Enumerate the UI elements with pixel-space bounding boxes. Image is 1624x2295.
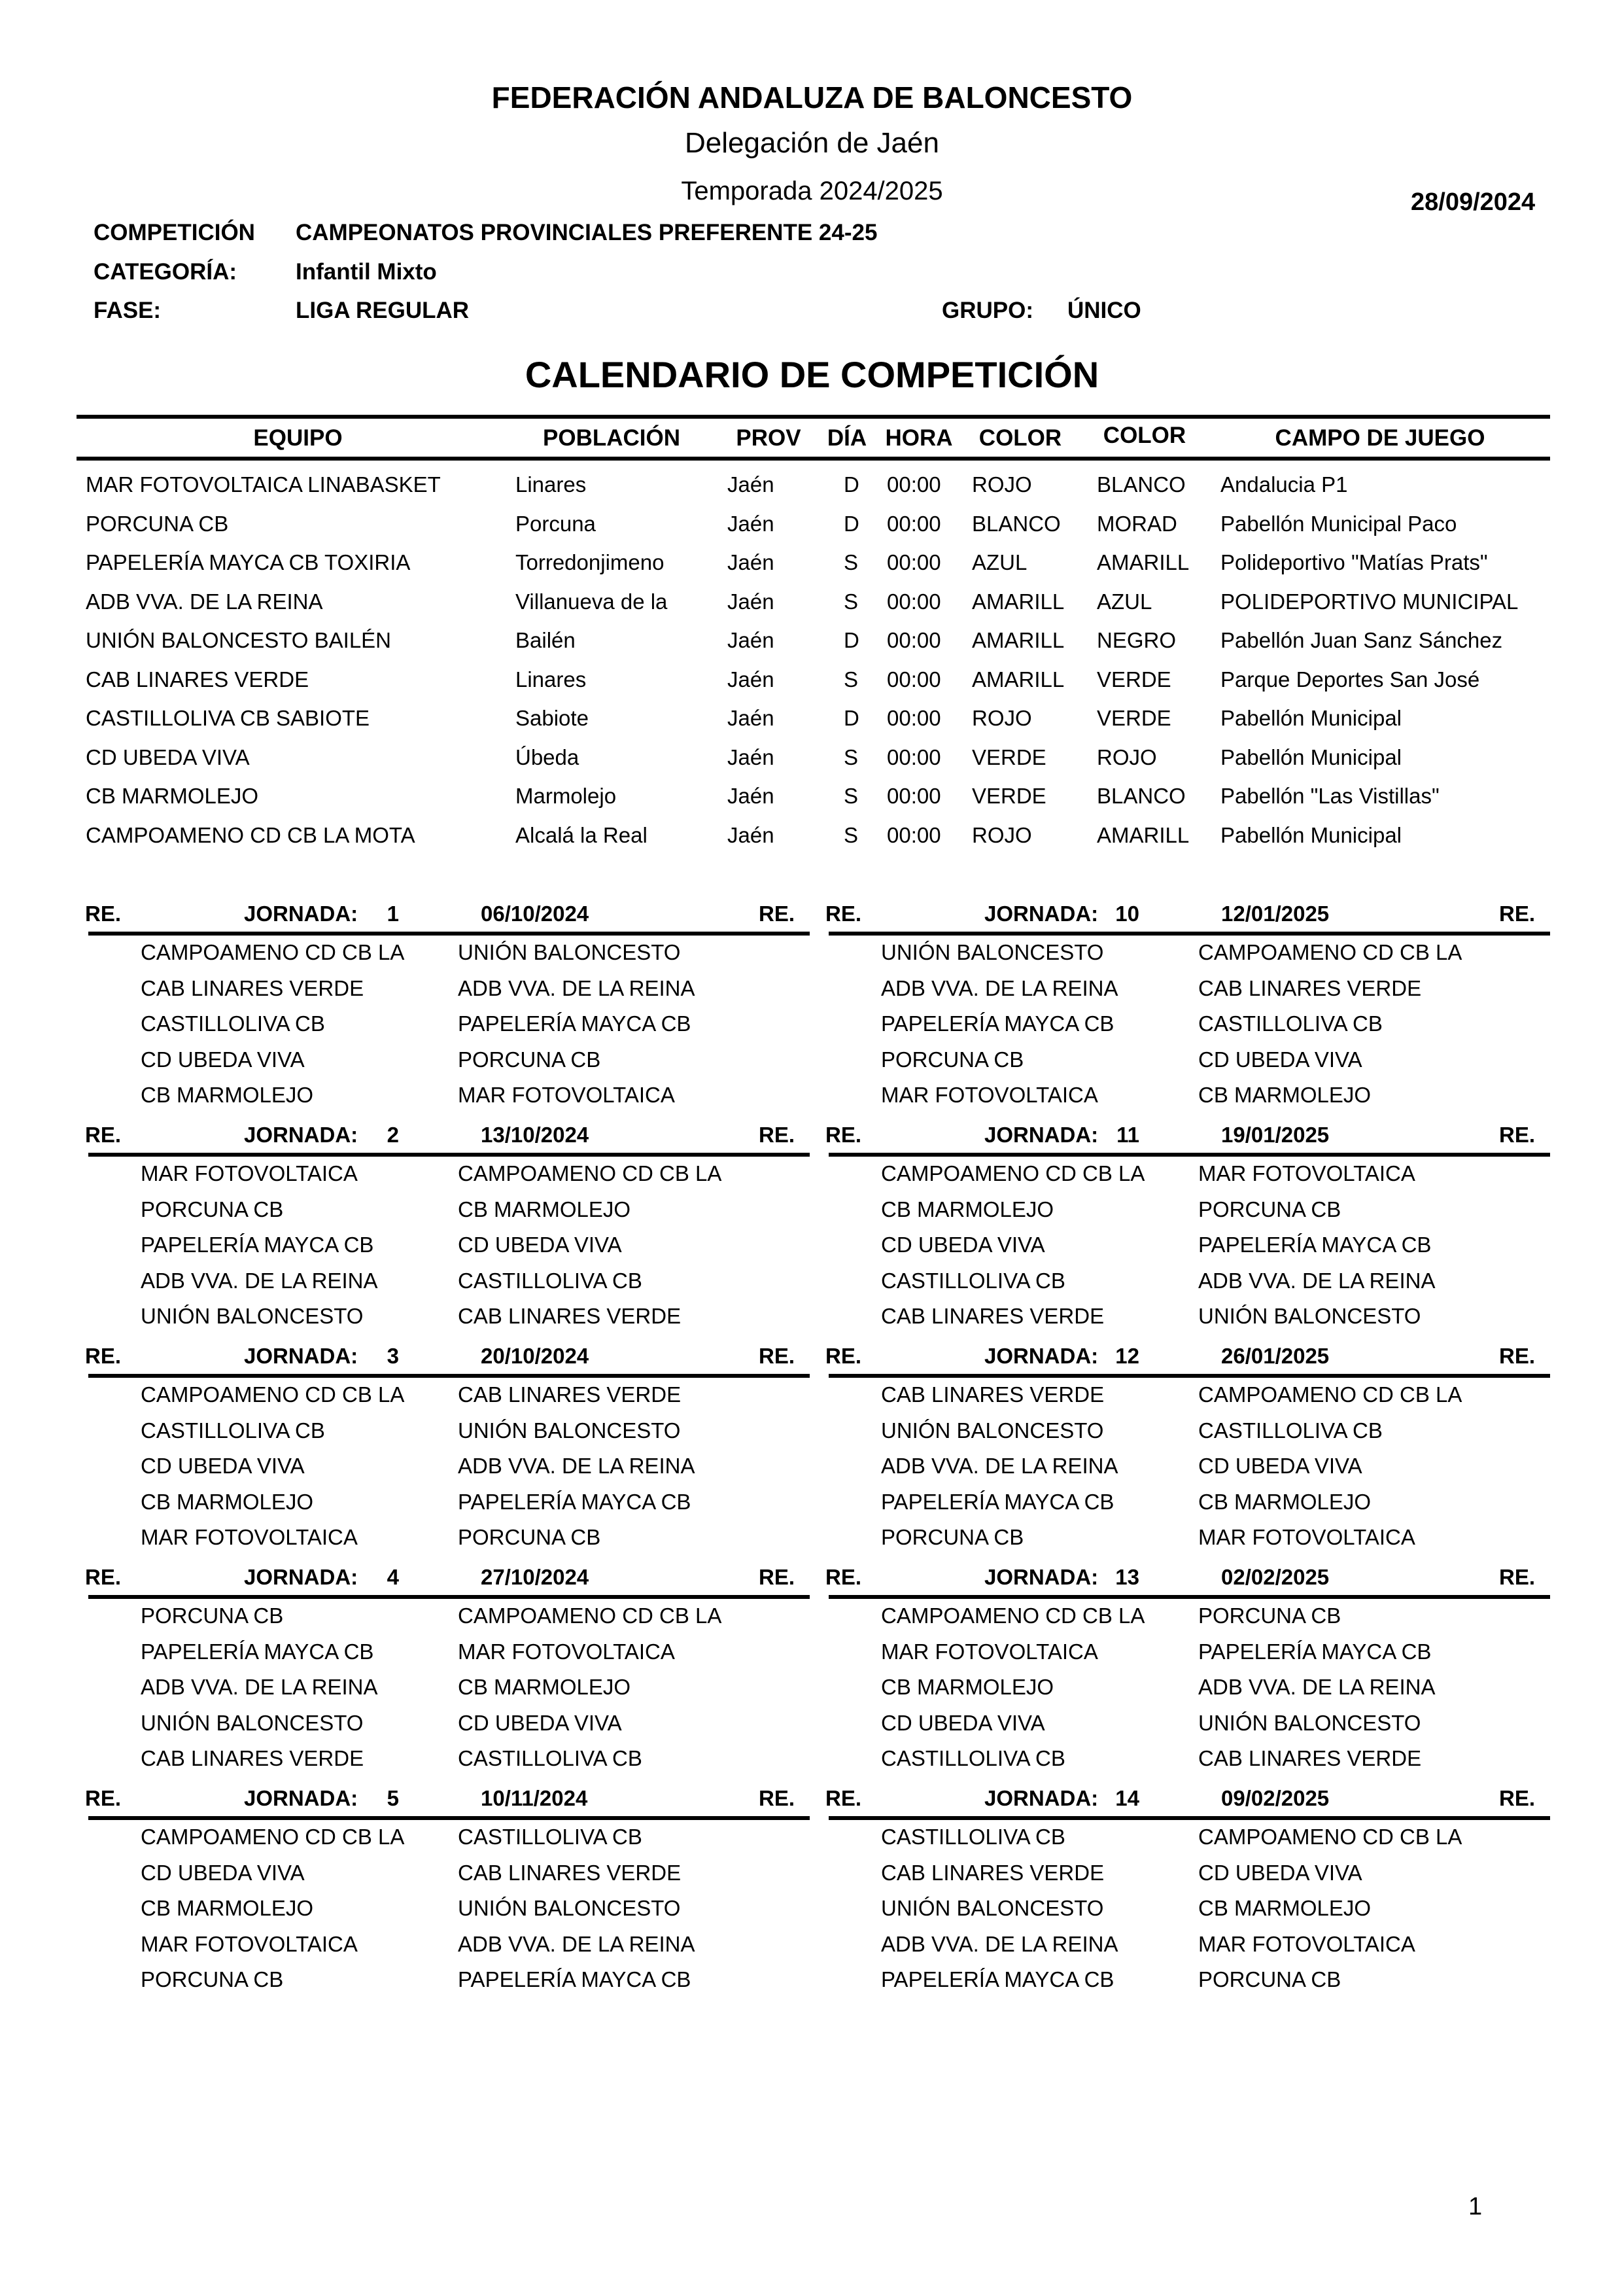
home-team: CB MARMOLEJO: [141, 1083, 314, 1107]
jornada-date: 10/11/2024: [481, 1786, 588, 1810]
table-cell: D: [844, 511, 859, 536]
home-team: PORCUNA CB: [881, 1047, 1024, 1072]
home-team: PORCUNA CB: [881, 1525, 1024, 1549]
table-cell: Sabiote: [515, 706, 589, 730]
home-team: MAR FOTOVOLTAICA: [141, 1525, 358, 1549]
away-team: CASTILLOLIVA CB: [1198, 1418, 1383, 1443]
table-cell: D: [844, 706, 859, 730]
table-cell: Bailén: [515, 628, 576, 652]
away-team: CASTILLOLIVA CB: [458, 1825, 642, 1849]
away-team: PAPELERÍA MAYCA CB: [1198, 1639, 1432, 1664]
table-cell: AMARILL: [1097, 822, 1190, 847]
home-team: CB MARMOLEJO: [881, 1675, 1054, 1699]
jornada-rule: [829, 1374, 1550, 1378]
table-cell: VERDE: [1097, 667, 1171, 692]
table-cell: S: [844, 784, 859, 808]
home-team: ADB VVA. DE LA REINA: [141, 1268, 378, 1293]
re-label-left: RE.: [85, 902, 122, 926]
re-label-left: RE.: [825, 902, 862, 926]
column-header: POBLACIÓN: [543, 425, 680, 451]
away-team: MAR FOTOVOLTAICA: [1198, 1525, 1415, 1549]
away-team: CD UBEDA VIVA: [458, 1233, 622, 1257]
jornada-number: 13: [1115, 1565, 1139, 1589]
table-cell: Alcalá la Real: [515, 822, 648, 847]
re-label-left: RE.: [85, 1786, 122, 1810]
home-team: CASTILLOLIVA CB: [881, 1746, 1065, 1770]
table-cell: D: [844, 472, 859, 497]
home-team: CAB LINARES VERDE: [141, 1746, 364, 1770]
group-value: ÚNICO: [1067, 298, 1141, 323]
home-team: CD UBEDA VIVA: [141, 1860, 305, 1885]
table-cell: S: [844, 589, 859, 614]
home-team: CD UBEDA VIVA: [881, 1233, 1045, 1257]
table-cell: Marmolejo: [515, 784, 617, 808]
table-cell: ROJO: [972, 472, 1032, 497]
table-cell: Jaén: [727, 472, 774, 497]
column-header: DÍA: [827, 425, 867, 451]
re-label-left: RE.: [85, 1565, 122, 1589]
home-team: CD UBEDA VIVA: [141, 1047, 305, 1072]
away-team: CAB LINARES VERDE: [1198, 1746, 1422, 1770]
table-cell: Parque Deportes San José: [1220, 667, 1480, 692]
jornada-date: 19/01/2025: [1221, 1123, 1330, 1147]
jornada-rule: [829, 1816, 1550, 1820]
table-cell: Pabellón Municipal: [1220, 706, 1402, 730]
away-team: CD UBEDA VIVA: [1198, 1860, 1362, 1885]
table-cell: 00:00: [887, 472, 941, 497]
away-team: UNIÓN BALONCESTO: [1198, 1710, 1421, 1735]
jornada-date: 06/10/2024: [481, 902, 589, 926]
table-cell: 00:00: [887, 822, 941, 847]
away-team: ADB VVA. DE LA REINA: [458, 1454, 695, 1478]
home-team: CASTILLOLIVA CB: [141, 1011, 325, 1036]
home-team: ADB VVA. DE LA REINA: [881, 975, 1118, 1000]
jornada-number: 4: [387, 1565, 399, 1589]
jornada-rule: [829, 1595, 1550, 1599]
table-cell: Porcuna: [515, 511, 596, 536]
away-team: PORCUNA CB: [1198, 1967, 1341, 1991]
table-cell: Pabellón "Las Vistillas": [1220, 784, 1440, 808]
re-label-right: RE.: [759, 1786, 795, 1810]
away-team: ADB VVA. DE LA REINA: [458, 975, 695, 1000]
re-label-left: RE.: [825, 1565, 862, 1589]
table-cell: D: [844, 628, 859, 652]
jornada-label: JORNADA:: [984, 902, 1099, 926]
home-team: CAMPOAMENO CD CB LA: [141, 940, 405, 964]
jornada-rule: [88, 1374, 810, 1378]
home-team: MAR FOTOVOLTAICA: [881, 1639, 1098, 1664]
home-team: MAR FOTOVOLTAICA: [141, 1161, 358, 1185]
away-team: CB MARMOLEJO: [458, 1197, 631, 1221]
column-header: PROV: [736, 425, 801, 451]
table-cell: CB MARMOLEJO: [86, 784, 259, 808]
jornada-label: JORNADA:: [984, 1344, 1099, 1368]
re-label-left: RE.: [85, 1123, 122, 1147]
table-cell: MAR FOTOVOLTAICA LINABASKET: [86, 472, 441, 497]
table-cell: S: [844, 550, 859, 574]
away-team: CASTILLOLIVA CB: [1198, 1011, 1383, 1036]
re-label-left: RE.: [825, 1786, 862, 1810]
table-cell: AMARILL: [972, 667, 1065, 692]
table-cell: S: [844, 822, 859, 847]
table-cell: 00:00: [887, 667, 941, 692]
home-team: PORCUNA CB: [141, 1603, 284, 1628]
away-team: PORCUNA CB: [458, 1047, 601, 1072]
table-header-rule: [77, 457, 1550, 461]
table-cell: 00:00: [887, 784, 941, 808]
table-cell: MORAD: [1097, 511, 1177, 536]
table-cell: AZUL: [1097, 589, 1152, 614]
away-team: MAR FOTOVOLTAICA: [1198, 1161, 1415, 1185]
competition-value: CAMPEONATOS PROVINCIALES PREFERENTE 24-25: [296, 220, 878, 245]
home-team: CB MARMOLEJO: [881, 1197, 1054, 1221]
home-team: CAB LINARES VERDE: [881, 1304, 1105, 1328]
home-team: UNIÓN BALONCESTO: [141, 1710, 364, 1735]
table-cell: Jaén: [727, 784, 774, 808]
re-label-right: RE.: [1499, 1786, 1536, 1810]
home-team: MAR FOTOVOLTAICA: [141, 1931, 358, 1956]
table-cell: ADB VVA. DE LA REINA: [86, 589, 323, 614]
home-team: PAPELERÍA MAYCA CB: [881, 1967, 1114, 1991]
jornada-rule: [829, 1153, 1550, 1157]
away-team: PORCUNA CB: [458, 1525, 601, 1549]
jornada-number: 5: [387, 1786, 399, 1810]
table-cell: CAMPOAMENO CD CB LA MOTA: [86, 822, 415, 847]
home-team: PORCUNA CB: [141, 1197, 284, 1221]
jornada-date: 20/10/2024: [481, 1344, 589, 1368]
re-label-right: RE.: [759, 902, 795, 926]
re-label-right: RE.: [1499, 1123, 1536, 1147]
home-team: CASTILLOLIVA CB: [881, 1268, 1065, 1293]
jornada-number: 14: [1115, 1786, 1139, 1810]
away-team: CASTILLOLIVA CB: [458, 1268, 642, 1293]
column-header: EQUIPO: [253, 425, 343, 451]
home-team: CD UBEDA VIVA: [881, 1710, 1045, 1735]
table-cell: Jaén: [727, 706, 774, 730]
table-cell: BLANCO: [1097, 472, 1186, 497]
table-cell: BLANCO: [1097, 784, 1186, 808]
home-team: UNIÓN BALONCESTO: [881, 1418, 1104, 1443]
away-team: PORCUNA CB: [1198, 1197, 1341, 1221]
away-team: PORCUNA CB: [1198, 1603, 1341, 1628]
category-value: Infantil Mixto: [296, 259, 437, 285]
home-team: CASTILLOLIVA CB: [881, 1825, 1065, 1849]
jornada-label: JORNADA:: [984, 1565, 1099, 1589]
table-cell: Úbeda: [515, 745, 579, 769]
table-cell: CD UBEDA VIVA: [86, 745, 250, 769]
table-cell: Linares: [515, 667, 587, 692]
away-team: CD UBEDA VIVA: [1198, 1047, 1362, 1072]
away-team: ADB VVA. DE LA REINA: [1198, 1675, 1436, 1699]
re-label-right: RE.: [759, 1344, 795, 1368]
table-cell: PORCUNA CB: [86, 511, 229, 536]
table-cell: S: [844, 745, 859, 769]
competition-label: COMPETICIÓN: [94, 220, 255, 245]
re-label-left: RE.: [825, 1123, 862, 1147]
table-cell: POLIDEPORTIVO MUNICIPAL: [1220, 589, 1519, 614]
jornada-label: JORNADA:: [244, 902, 358, 926]
table-cell: Jaén: [727, 628, 774, 652]
away-team: CB MARMOLEJO: [1198, 1489, 1372, 1514]
home-team: CB MARMOLEJO: [141, 1489, 314, 1514]
jornada-number: 3: [387, 1344, 399, 1368]
home-team: CAB LINARES VERDE: [881, 1860, 1105, 1885]
table-cell: ROJO: [972, 822, 1032, 847]
away-team: CAMPOAMENO CD CB LA: [458, 1161, 722, 1185]
table-cell: UNIÓN BALONCESTO BAILÉN: [86, 628, 392, 652]
table-cell: Pabellón Municipal: [1220, 745, 1402, 769]
jornada-number: 1: [387, 902, 399, 926]
table-top-rule: [77, 415, 1550, 419]
column-header: HORA: [885, 425, 953, 451]
jornada-label: JORNADA:: [244, 1344, 358, 1368]
jornada-date: 12/01/2025: [1221, 902, 1330, 926]
table-cell: AZUL: [972, 550, 1028, 574]
jornada-date: 26/01/2025: [1221, 1344, 1330, 1368]
category-label: CATEGORÍA:: [94, 259, 237, 285]
home-team: PAPELERÍA MAYCA CB: [881, 1489, 1114, 1514]
re-label-right: RE.: [1499, 902, 1536, 926]
table-cell: AMARILL: [972, 628, 1065, 652]
table-cell: VERDE: [972, 784, 1046, 808]
phase-label: FASE:: [94, 298, 162, 323]
jornada-label: JORNADA:: [244, 1123, 358, 1147]
column-header: CAMPO DE JUEGO: [1275, 425, 1485, 451]
table-cell: Pabellón Municipal: [1220, 822, 1402, 847]
group-label: GRUPO:: [942, 298, 1033, 323]
home-team: ADB VVA. DE LA REINA: [881, 1931, 1118, 1956]
table-cell: PAPELERÍA MAYCA CB TOXIRIA: [86, 550, 411, 574]
home-team: CASTILLOLIVA CB: [141, 1418, 325, 1443]
table-cell: Pabellón Municipal Paco: [1220, 511, 1457, 536]
away-team: PAPELERÍA MAYCA CB: [458, 1967, 691, 1991]
home-team: MAR FOTOVOLTAICA: [881, 1083, 1098, 1107]
table-cell: 00:00: [887, 628, 941, 652]
home-team: ADB VVA. DE LA REINA: [881, 1454, 1118, 1478]
table-cell: Villanueva de la: [515, 589, 668, 614]
away-team: CAMPOAMENO CD CB LA: [1198, 940, 1462, 964]
home-team: CAMPOAMENO CD CB LA: [141, 1382, 405, 1407]
table-cell: Jaén: [727, 550, 774, 574]
home-team: ADB VVA. DE LA REINA: [141, 1675, 378, 1699]
home-team: CAB LINARES VERDE: [881, 1382, 1105, 1407]
jornada-number: 11: [1116, 1123, 1139, 1147]
table-cell: Polideportivo "Matías Prats": [1220, 550, 1488, 574]
re-label-right: RE.: [759, 1123, 795, 1147]
table-cell: Andalucia P1: [1220, 472, 1348, 497]
table-cell: 00:00: [887, 706, 941, 730]
re-label-right: RE.: [1499, 1565, 1536, 1589]
jornada-rule: [88, 932, 810, 936]
phase-value: LIGA REGULAR: [296, 298, 470, 323]
jornada-number: 12: [1115, 1344, 1139, 1368]
jornada-label: JORNADA:: [984, 1123, 1099, 1147]
jornada-label: JORNADA:: [244, 1786, 358, 1810]
table-cell: Pabellón Juan Sanz Sánchez: [1220, 628, 1503, 652]
table-cell: Torredonjimeno: [515, 550, 665, 574]
table-cell: 00:00: [887, 550, 941, 574]
document-title: CALENDARIO DE COMPETICIÓN: [525, 354, 1099, 395]
federation-title: FEDERACIÓN ANDALUZA DE BALONCESTO: [491, 80, 1133, 114]
re-label-left: RE.: [85, 1344, 122, 1368]
home-team: UNIÓN BALONCESTO: [881, 940, 1104, 964]
jornada-date: 27/10/2024: [481, 1565, 589, 1589]
away-team: CAB LINARES VERDE: [458, 1304, 682, 1328]
jornada-number: 2: [387, 1123, 399, 1147]
page-number: 1: [1468, 2193, 1483, 2220]
jornada-label: JORNADA:: [984, 1786, 1099, 1810]
home-team: UNIÓN BALONCESTO: [141, 1304, 364, 1328]
away-team: ADB VVA. DE LA REINA: [458, 1931, 695, 1956]
jornada-rule: [829, 932, 1550, 936]
table-cell: ROJO: [972, 706, 1032, 730]
away-team: CAB LINARES VERDE: [1198, 975, 1422, 1000]
table-cell: 00:00: [887, 745, 941, 769]
table-cell: VERDE: [1097, 706, 1171, 730]
away-team: UNIÓN BALONCESTO: [1198, 1304, 1421, 1328]
home-team: CAMPOAMENO CD CB LA: [881, 1603, 1145, 1628]
away-team: PAPELERÍA MAYCA CB: [1198, 1233, 1432, 1257]
away-team: CAB LINARES VERDE: [458, 1382, 682, 1407]
home-team: CAMPOAMENO CD CB LA: [141, 1825, 405, 1849]
home-team: CAB LINARES VERDE: [141, 975, 364, 1000]
table-cell: NEGRO: [1097, 628, 1177, 652]
away-team: CB MARMOLEJO: [1198, 1083, 1372, 1107]
home-team: CB MARMOLEJO: [141, 1896, 314, 1920]
table-cell: Jaén: [727, 589, 774, 614]
jornada-number: 10: [1115, 902, 1139, 926]
column-header: COLOR: [978, 425, 1062, 451]
away-team: CAMPOAMENO CD CB LA: [458, 1603, 722, 1628]
away-team: CD UBEDA VIVA: [1198, 1454, 1362, 1478]
table-cell: CASTILLOLIVA CB SABIOTE: [86, 706, 370, 730]
jornada-date: 09/02/2025: [1221, 1786, 1330, 1810]
jornada-label: JORNADA:: [244, 1565, 358, 1589]
table-cell: 00:00: [887, 511, 941, 536]
table-cell: AMARILL: [1097, 550, 1190, 574]
table-cell: VERDE: [972, 745, 1046, 769]
away-team: CAMPOAMENO CD CB LA: [1198, 1382, 1462, 1407]
home-team: PORCUNA CB: [141, 1967, 284, 1991]
jornada-rule: [88, 1595, 810, 1599]
away-team: CB MARMOLEJO: [1198, 1896, 1372, 1920]
table-cell: ROJO: [1097, 745, 1157, 769]
away-team: MAR FOTOVOLTAICA: [458, 1083, 675, 1107]
jornada-rule: [88, 1153, 810, 1157]
home-team: CD UBEDA VIVA: [141, 1454, 305, 1478]
home-team: PAPELERÍA MAYCA CB: [881, 1011, 1114, 1036]
table-cell: S: [844, 667, 859, 692]
away-team: CAB LINARES VERDE: [458, 1860, 682, 1885]
table-cell: Jaén: [727, 745, 774, 769]
away-team: MAR FOTOVOLTAICA: [1198, 1931, 1415, 1956]
away-team: ADB VVA. DE LA REINA: [1198, 1268, 1436, 1293]
away-team: UNIÓN BALONCESTO: [458, 1896, 681, 1920]
home-team: PAPELERÍA MAYCA CB: [141, 1639, 374, 1664]
column-header: COLOR: [1103, 423, 1186, 448]
home-team: PAPELERÍA MAYCA CB: [141, 1233, 374, 1257]
re-label-right: RE.: [1499, 1344, 1536, 1368]
table-cell: 00:00: [887, 589, 941, 614]
re-label-left: RE.: [825, 1344, 862, 1368]
away-team: UNIÓN BALONCESTO: [458, 940, 681, 964]
delegation-subtitle: Delegación de Jaén: [685, 127, 939, 159]
away-team: CD UBEDA VIVA: [458, 1710, 622, 1735]
table-cell: CAB LINARES VERDE: [86, 667, 309, 692]
away-team: PAPELERÍA MAYCA CB: [458, 1011, 691, 1036]
jornada-rule: [88, 1816, 810, 1820]
table-cell: Linares: [515, 472, 587, 497]
table-cell: Jaén: [727, 667, 774, 692]
jornada-date: 02/02/2025: [1221, 1565, 1330, 1589]
table-cell: Jaén: [727, 511, 774, 536]
away-team: PAPELERÍA MAYCA CB: [458, 1489, 691, 1514]
away-team: CAMPOAMENO CD CB LA: [1198, 1825, 1462, 1849]
jornada-date: 13/10/2024: [481, 1123, 589, 1147]
away-team: MAR FOTOVOLTAICA: [458, 1639, 675, 1664]
table-cell: AMARILL: [972, 589, 1065, 614]
table-cell: BLANCO: [972, 511, 1061, 536]
re-label-right: RE.: [759, 1565, 795, 1589]
home-team: CAMPOAMENO CD CB LA: [881, 1161, 1145, 1185]
away-team: CASTILLOLIVA CB: [458, 1746, 642, 1770]
table-cell: Jaén: [727, 822, 774, 847]
away-team: CB MARMOLEJO: [458, 1675, 631, 1699]
issue-date: 28/09/2024: [1411, 188, 1536, 216]
season-label: Temporada 2024/2025: [681, 177, 943, 205]
away-team: UNIÓN BALONCESTO: [458, 1418, 681, 1443]
home-team: UNIÓN BALONCESTO: [881, 1896, 1104, 1920]
